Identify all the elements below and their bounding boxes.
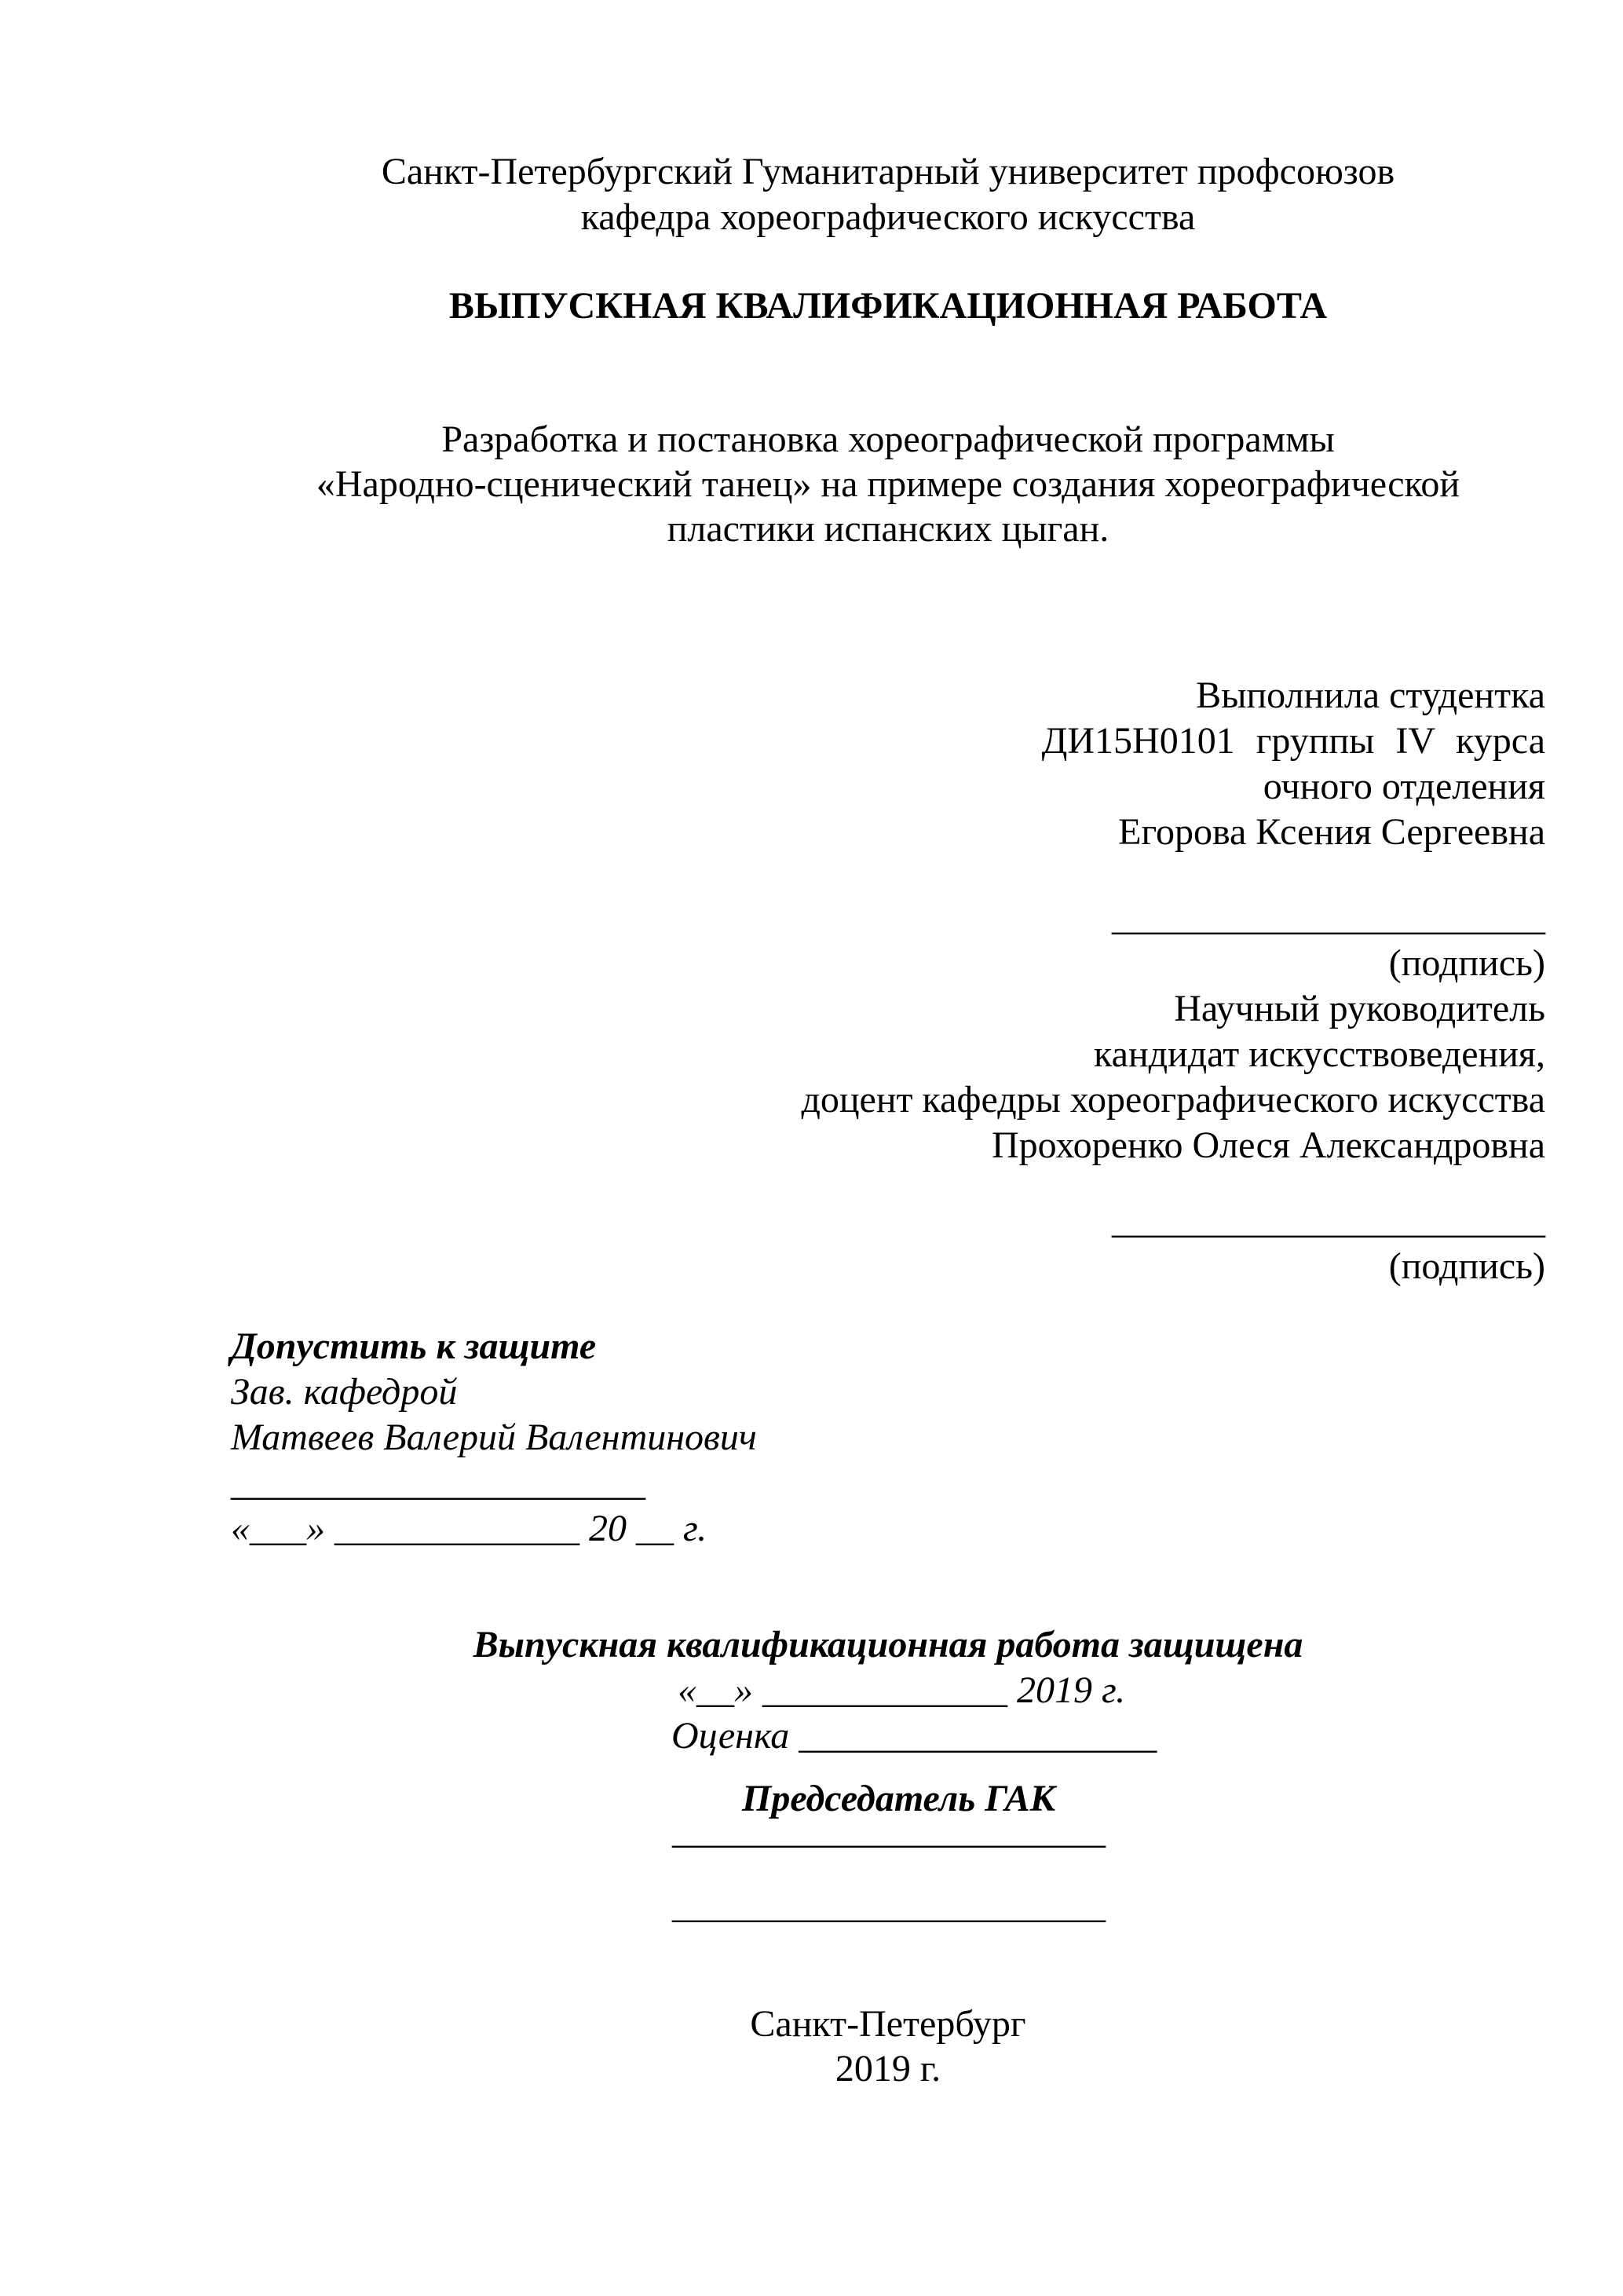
- supervisor-signature-line-2: _______________________: [1112, 1200, 1545, 1241]
- admission-heading: Допустить к защите: [231, 1325, 597, 1367]
- student-study-form: очного отделения: [1263, 766, 1545, 807]
- student-name: Егорова Ксения Сергеевна: [1118, 811, 1545, 853]
- defense-signature-line-1: _______________________: [672, 1810, 1106, 1852]
- admission-signature-line: ______________________: [231, 1462, 645, 1504]
- student-group-line: ДИ15Н0101 группы IV курса: [1041, 720, 1545, 762]
- supervisor-signature-line-1: _______________________: [1112, 897, 1545, 938]
- supervisor-name: Прохоренко Олеся Александровна: [991, 1124, 1545, 1166]
- supervisor-position: доцент кафедры хореографического искусства: [801, 1079, 1545, 1121]
- thesis-title-line-1: Разработка и постановка хореографической программы: [441, 419, 1335, 460]
- department-name: кафедра хореографического искусства: [580, 196, 1196, 238]
- supervisor-degree: кандидат искусствоведения,: [1094, 1033, 1545, 1075]
- defense-signature-line-2: _______________________: [672, 1885, 1106, 1926]
- thesis-title-line-2: «Народно-сценический танец» на примере создания хореографической: [316, 463, 1460, 505]
- supervisor-signature-caption-2: (подпись): [1388, 1245, 1545, 1287]
- supervisor-signature-caption-1: (подпись): [1388, 942, 1545, 984]
- defense-chairman-title: Председатель ГАК: [742, 1778, 1056, 1819]
- work-type-heading: ВЫПУСКНАЯ КВАЛИФИКАЦИОННАЯ РАБОТА: [448, 285, 1328, 327]
- admission-date-line: «___» _____________ 20 __ г.: [231, 1508, 707, 1549]
- footer-year: 2019 г.: [835, 2048, 941, 2089]
- student-performed-by: Выполнила студентка: [1196, 675, 1545, 716]
- admission-head-name: Матвеев Валерий Валентинович: [231, 1417, 757, 1458]
- defense-heading: Выпускная квалификационная работа защищена: [473, 1624, 1303, 1665]
- university-name: Санкт-Петербургский Гуманитарный университет профсоюзов: [381, 151, 1395, 192]
- thesis-title-line-3: пластики испанских цыган.: [667, 508, 1109, 550]
- defense-date-line: «__» _____________ 2019 г.: [678, 1669, 1126, 1711]
- supervisor-role: Научный руководитель: [1174, 988, 1545, 1029]
- defense-grade-line: Оценка ___________________: [671, 1715, 1157, 1757]
- admission-head-title: Зав. кафедрой: [231, 1371, 458, 1413]
- footer-city: Санкт-Петербург: [750, 2003, 1026, 2045]
